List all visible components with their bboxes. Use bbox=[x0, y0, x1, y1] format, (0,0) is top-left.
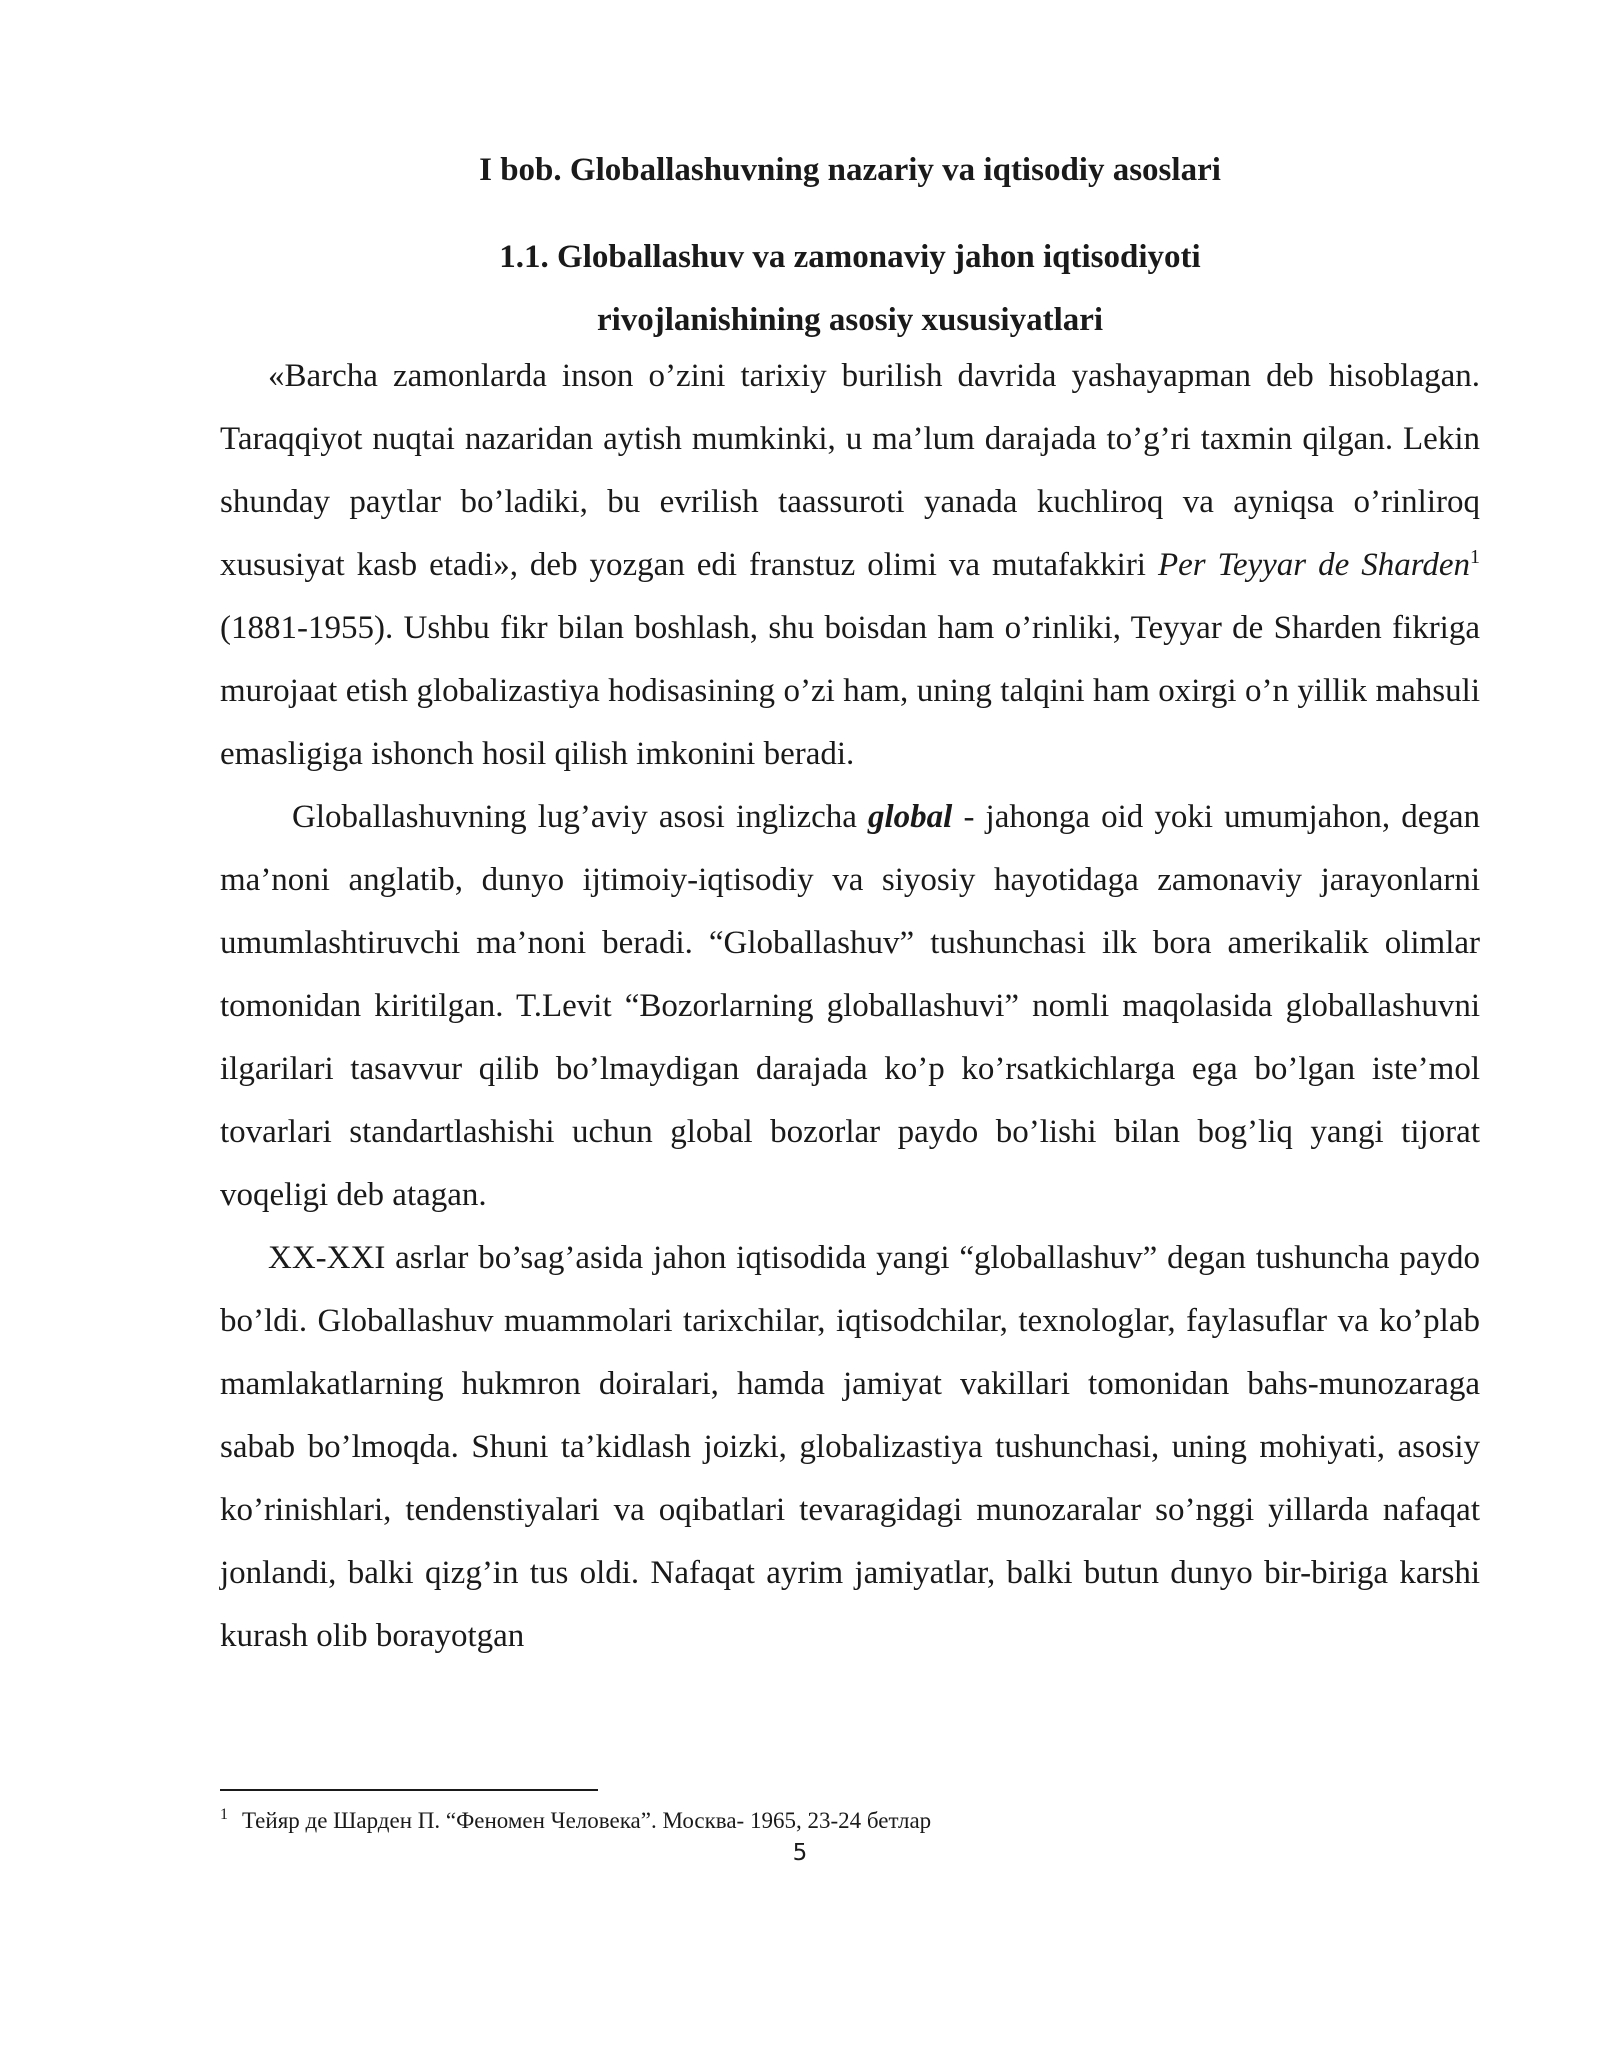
footnote-separator bbox=[220, 1789, 598, 1791]
chapter-title: I bob. Globallashuvning nazariy va iqtisodiy asoslari bbox=[479, 152, 1221, 188]
footnote bbox=[220, 1806, 1480, 1836]
author-name: Per Teyyar de Sharden bbox=[1157, 547, 1470, 583]
paragraph-1 bbox=[220, 345, 1480, 786]
footnote-reference: 1 bbox=[1469, 546, 1480, 568]
footnote-text: Тейяр де Шарден П. “Феномен Человека”. Москва- 1965, 23-24 бетлар bbox=[242, 1808, 932, 1833]
section-title-line-1: 1.1. Globallashuv va zamonaviy jahon iqtisodiyoti bbox=[499, 239, 1201, 275]
section-title bbox=[220, 226, 1480, 352]
paragraph-3: XX-XXI asrlar bo’sag’asida jahon iqtisodida yangi “globallashuv” degan tushuncha paydo bo’ldi. Globallashuv muammolari tarixchilar, iqtisodchilar, texnologlar, faylasuflar va ko’plab mamlakatlarning hukmron doiralari, hamda jamiyat vakillari tomonidan bahs-munozaraga sabab bo’lmoqda. Shuni ta’kidlash joizki, globalizastiya tushunchasi, uning mohiyati, asosiy ko’rinishlari, tendenstiyalari va oqibatlari tevaragidagi munozaralar so’nggi yillarda nafaqat jonlandi, balki qizg’in tus oldi. Nafaqat ayrim jamiyatlar, balki butun dunyo bir-biriga karshi kurash olib borayotgan bbox=[220, 1240, 1480, 1654]
paragraph-2 bbox=[220, 786, 1480, 1227]
section-title-line-2: rivojlanishining asosiy xususiyatlari bbox=[596, 302, 1104, 338]
paragraph-2-text-a: Globallashuvning lug’aviy asosi inglizcha bbox=[292, 799, 868, 835]
paragraph-1-text-a: «Barcha zamonlarda inson o’zini tarixiy burilish davrida yashayapman deb hisoblagan. Taraqqiyot nuqtai nazaridan aytish mumkinki, u ma’lum darajada to’g’ri taxmin qilgan. Lekin shunday paytlar bo’ladiki, bu evrilish taassuroti yanada kuchliroq va ayniqsa o’rinliroq xususiyat kasb etadi», deb yozgan edi franstuz olimi va mutafakkiri bbox=[220, 358, 1480, 583]
body-text bbox=[220, 345, 1480, 1668]
paragraph-1-text-b: (1881-1955). Ushbu fikr bilan boshlash, shu boisdan ham o’rinliki, Teyyar de Sharden fikriga murojaat etish globalizastiya hodisasining o’zi ham, uning talqini ham oxirgi o’n yillik mahsuli emasligiga ishonch hosil qilish imkonini beradi. bbox=[220, 610, 1480, 772]
page-number: 5 bbox=[792, 1840, 808, 1866]
paragraph-2-text-b: - jahonga oid yoki umumjahon, degan ma’noni anglatib, dunyo ijtimoiy-iqtisodiy va siyosiy hayotidaga zamonaviy jarayonlarni umumlashtiruvchi ma’noni beradi. “Globallashuv” tushunchasi ilk bora amerikalik olimlar tomonidan kiritilgan. T.Levit “Bozorlarning globallashuvi” nomli maqolasida globallashuvni ilgarilari tasavvur qilib bo’lmaydigan darajada ko’p ko’rsatkichlarga ega bo’lgan iste’mol tovarlari standartlashishi uchun global bozorlar paydo bo’lishi bilan bog’liq yangi tijorat voqeligi deb atagan. bbox=[220, 799, 1480, 1213]
term-global: global bbox=[868, 799, 953, 835]
footnote-mark: 1 bbox=[220, 1806, 228, 1824]
